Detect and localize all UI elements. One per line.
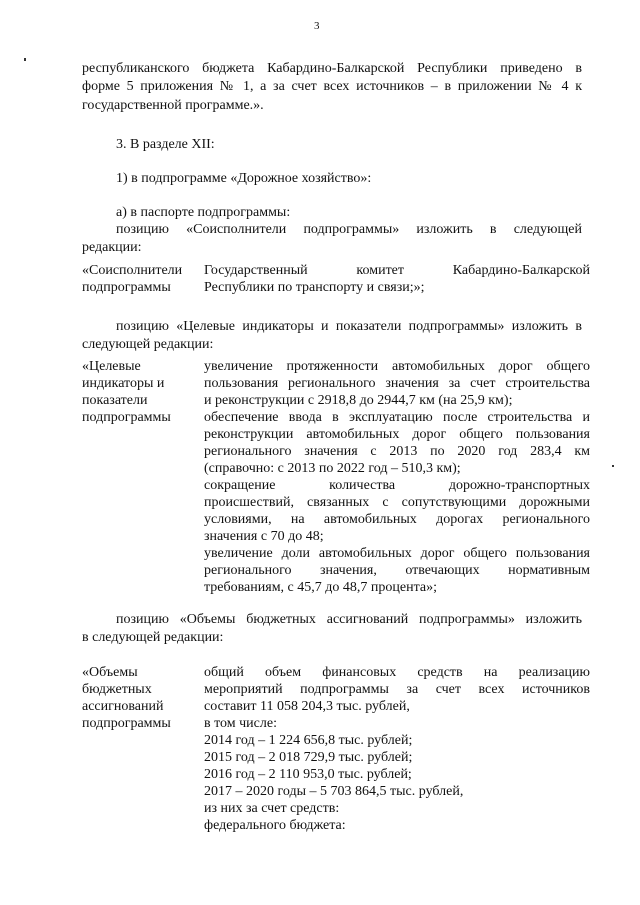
budget-line: мероприятий подпрограммы за счет всех источников	[204, 682, 590, 697]
indicator-line: и реконструкции с 2918,8 до 2944,7 км (на 25,9 км);	[204, 393, 513, 408]
indicator-line: регионального значения, отвечающих нормативным	[204, 563, 590, 578]
budget-line: 2015 год – 2 018 729,9 тыс. рублей;	[204, 750, 413, 765]
indicator-line: увеличение доли автомобильных дорог общего пользования	[204, 546, 590, 561]
indicators-block	[82, 358, 590, 596]
budget-value	[204, 664, 590, 834]
label-line: подпрограммы	[82, 410, 171, 425]
coexecutors-intro-line-1: позицию «Соисполнители подпрограммы» изложить в следующей	[116, 222, 582, 237]
budget-line: в том числе:	[204, 716, 277, 731]
indicators-intro-line-1: позицию «Целевые индикаторы и показатели подпрограммы» изложить в	[116, 319, 582, 334]
label-line: «Целевые	[82, 359, 141, 374]
budget-block	[82, 664, 590, 834]
label-line: бюджетных	[82, 682, 152, 697]
label-line: индикаторы и	[82, 376, 165, 391]
indicators-label	[82, 358, 204, 596]
indicators-intro-line-2: следующей редакции:	[82, 337, 214, 352]
indicator-line: реконструкции автомобильных дорог общего пользования	[204, 427, 590, 442]
budget-line: общий объем финансовых средств на реализацию	[204, 665, 590, 680]
indicator-line: увеличение протяженности автомобильных дорог общего	[204, 359, 590, 374]
coexecutors-block	[82, 262, 590, 296]
budget-intro-line-2: в следующей редакции:	[82, 630, 224, 645]
budget-line: из них за счет средств:	[204, 801, 340, 816]
margin-mark	[24, 58, 26, 61]
label-line: ассигнований	[82, 699, 164, 714]
margin-mark	[612, 465, 614, 467]
coexecutors-intro-line-2: редакции:	[82, 240, 142, 255]
intro-line-1: республиканского бюджета Кабардино-Балкарской Республики приведено в	[82, 61, 582, 76]
coexecutors-value	[204, 262, 590, 296]
indicator-line: обеспечение ввода в эксплуатацию после строительства и	[204, 410, 590, 425]
label-line: «Объемы	[82, 665, 138, 680]
indicator-line: условиями, на автомобильных дорогах регионального	[204, 512, 590, 527]
passport-item: а) в паспорте подпрограммы:	[116, 205, 291, 220]
value-line: Государственный комитет Кабардино-Балкарской	[204, 263, 590, 278]
page-number: 3	[314, 20, 320, 32]
indicators-value	[204, 358, 590, 596]
budget-line: составит 11 058 204,3 тыс. рублей,	[204, 699, 410, 714]
indicator-line: происшествий, связанных с сопутствующими дорожными	[204, 495, 590, 510]
label-line: «Соисполнители	[82, 263, 183, 278]
value-line: Республики по транспорту и связи;»;	[204, 280, 425, 295]
budget-line: 2014 год – 1 224 656,8 тыс. рублей;	[204, 733, 413, 748]
budget-intro-line-1: позицию «Объемы бюджетных ассигнований подпрограммы» изложить	[116, 612, 582, 627]
coexecutors-label	[82, 262, 204, 296]
section-heading: 3. В разделе XII:	[116, 137, 215, 152]
intro-line-2: форме 5 приложения № 1, а за счет всех источников – в приложении № 4 к	[82, 79, 582, 94]
label-line: показатели	[82, 393, 148, 408]
indicator-line: значения с 70 до 48;	[204, 529, 324, 544]
subprogram-item: 1) в подпрограмме «Дорожное хозяйство»:	[116, 171, 372, 186]
indicator-line: (справочно: с 2013 по 2022 год – 510,3 км);	[204, 461, 461, 476]
budget-line: 2017 – 2020 годы – 5 703 864,5 тыс. рублей,	[204, 784, 464, 799]
indicator-line: пользования регионального значения за счет строительства	[204, 376, 590, 391]
label-line: подпрограммы	[82, 716, 171, 731]
indicator-line: требованиям, с 45,7 до 48,7 процента»;	[204, 580, 437, 595]
indicator-line: сокращение количества дорожно-транспортных	[204, 478, 590, 493]
budget-line: федерального бюджета:	[204, 818, 346, 833]
indicator-line: регионального значения с 2013 по 2020 год 283,4 км	[204, 444, 590, 459]
label-line: подпрограммы	[82, 280, 171, 295]
intro-line-3: государственной программе.».	[82, 98, 264, 113]
budget-line: 2016 год – 2 110 953,0 тыс. рублей;	[204, 767, 412, 782]
budget-label	[82, 664, 204, 834]
